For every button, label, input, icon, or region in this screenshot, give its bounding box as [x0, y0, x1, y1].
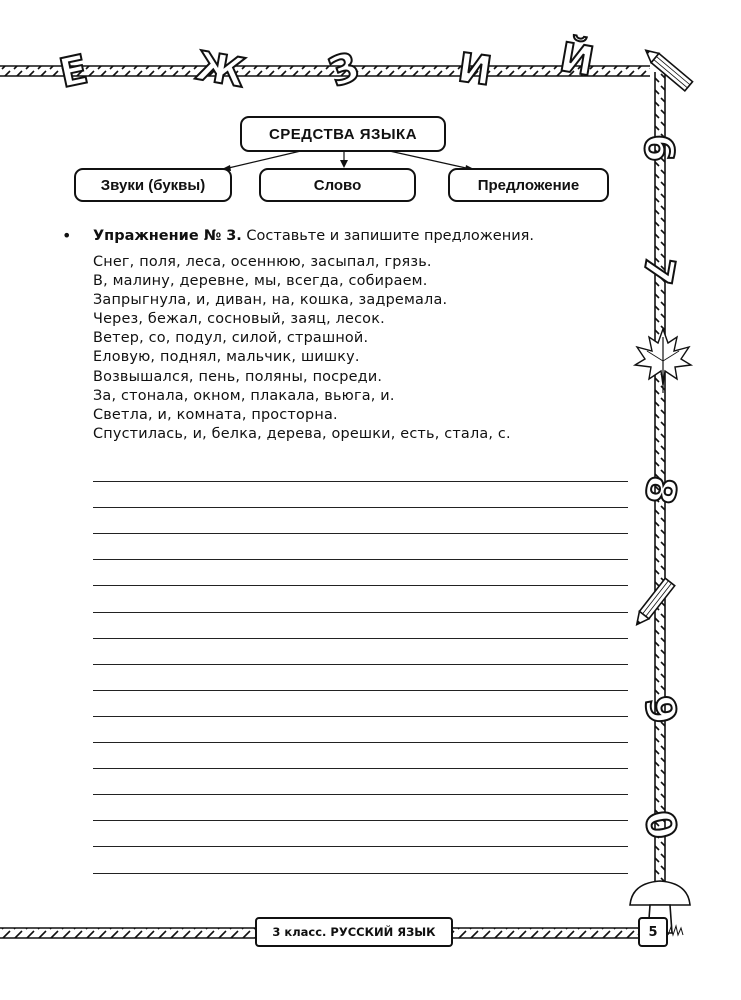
- top-rope-border: [0, 66, 650, 76]
- writing-line[interactable]: [93, 873, 628, 874]
- footer-subject-label: 3 класс. РУССКИЙ ЯЗЫК: [255, 917, 453, 947]
- writing-line[interactable]: [93, 507, 628, 508]
- list-item: Ветер, со, подул, силой, страшной.: [93, 330, 369, 347]
- decor-letter-zhe: Ж: [192, 43, 249, 97]
- diagram-child-sounds: Звуки (буквы): [74, 168, 232, 202]
- diagram-root: СРЕДСТВА ЯЗЫКА: [240, 116, 446, 152]
- writing-line[interactable]: [93, 794, 628, 795]
- writing-line[interactable]: [93, 846, 628, 847]
- decor-number-zero: 0: [634, 807, 685, 843]
- writing-line[interactable]: [93, 716, 628, 717]
- page-number: 5: [638, 917, 668, 947]
- exercise-number: Упражнение № 3.: [93, 228, 242, 244]
- decor-number-eight: 8: [634, 472, 685, 508]
- list-item: За, стонала, окном, плакала, вьюга, и.: [93, 387, 395, 404]
- writing-line[interactable]: [93, 638, 628, 639]
- writing-line[interactable]: [93, 481, 628, 482]
- writing-line[interactable]: [93, 768, 628, 769]
- list-item: Через, бежал, сосновый, заяц, лесок.: [93, 311, 385, 328]
- list-item: Запрыгнула, и, диван, на, кошка, задремала.: [93, 292, 448, 309]
- writing-line[interactable]: [93, 585, 628, 586]
- sentence-list: [93, 253, 511, 444]
- exercise-instruction: Составьте и запишите предложения.: [246, 228, 534, 244]
- diagram-child-word: Слово: [259, 168, 416, 202]
- diagram-child-sentence: Предложение: [448, 168, 609, 202]
- exercise-bullet: •: [62, 226, 72, 245]
- decor-number-six: 6: [634, 134, 681, 162]
- decor-letter-ye: Е: [55, 46, 92, 98]
- writing-line[interactable]: [93, 559, 628, 560]
- writing-line[interactable]: [93, 820, 628, 821]
- list-item: В, малину, деревне, мы, всегда, собираем.: [93, 273, 428, 290]
- exercise-heading: [93, 228, 534, 244]
- decor-letter-i: И: [454, 44, 495, 96]
- writing-line[interactable]: [93, 742, 628, 743]
- list-item: Светла, и, комната, просторна.: [93, 406, 338, 423]
- list-item: Снег, поля, леса, осеннюю, засыпал, грязь.: [93, 254, 432, 270]
- decor-letter-ze: З: [322, 43, 366, 97]
- writing-line[interactable]: [93, 664, 628, 665]
- maple-leaf-icon: [635, 329, 691, 393]
- writing-line[interactable]: [93, 690, 628, 691]
- decor-letter-i-short: Й: [556, 34, 598, 86]
- list-item: Возвышался, пень, поляны, посреди.: [93, 368, 383, 385]
- list-item: Еловую, поднял, мальчик, шишку.: [93, 349, 360, 366]
- pencil-icon: [632, 578, 675, 628]
- decor-number-seven: 7: [632, 252, 683, 288]
- list-item: Спустилась, и, белка, дерева, орешки, есть, стала, с.: [93, 425, 511, 442]
- writing-line[interactable]: [93, 612, 628, 613]
- writing-line[interactable]: [93, 533, 628, 534]
- decor-number-nine: 9: [634, 692, 685, 728]
